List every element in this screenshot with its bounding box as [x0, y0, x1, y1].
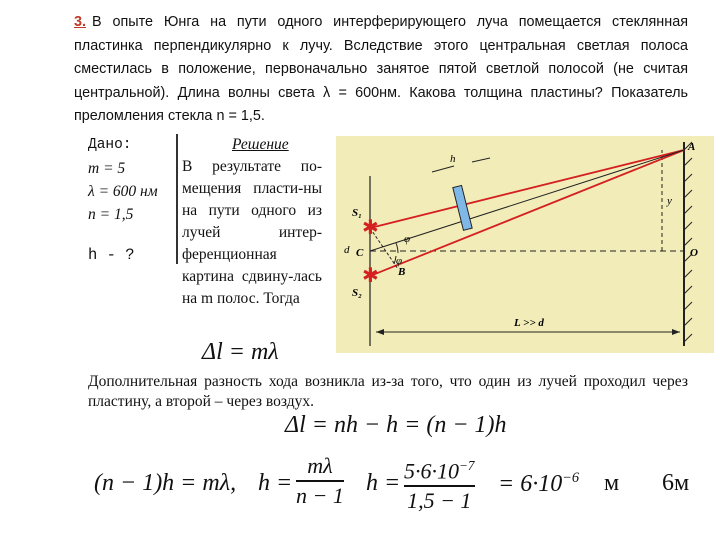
equation-1: (n − 1)h = mλ,	[94, 470, 237, 496]
h-arrow-left	[432, 166, 454, 172]
label-o: O	[690, 247, 698, 259]
find-unknown: h - ?	[88, 246, 135, 264]
diagram-svg	[336, 136, 714, 353]
problem-statement	[74, 11, 688, 129]
fraction-2-exp: −7	[459, 458, 475, 473]
fraction-2	[404, 452, 475, 515]
young-experiment-diagram	[336, 136, 714, 353]
ray-c	[370, 150, 684, 251]
label-a: A	[688, 141, 696, 153]
label-s2: S₂	[352, 287, 362, 299]
equation-3-result	[498, 470, 579, 498]
label-phi-2: φ	[396, 255, 403, 267]
cut-off-text: 6м	[662, 470, 690, 496]
given-item: n = 1,5	[88, 206, 134, 223]
fraction-1	[296, 452, 344, 510]
result-unit: м	[604, 470, 620, 496]
result-base: = 6·10	[498, 471, 563, 497]
label-b: B	[398, 266, 406, 278]
equation-3-lhs: h =	[366, 470, 401, 496]
formula-nh: Δl = nh − h = (n − 1)h	[285, 412, 507, 438]
equation-2-lhs: h =	[258, 470, 293, 496]
given-divider	[176, 134, 178, 264]
source-star-s2: ✱	[362, 263, 379, 287]
label-d: d	[344, 244, 350, 256]
result-exp: −6	[562, 470, 580, 486]
l-arrow-left	[376, 329, 384, 335]
screen-hatching	[684, 142, 692, 342]
given-item: λ = 600 нм	[88, 183, 158, 200]
problem-text: В опыте Юнга на пути одного интерферирующего луча помещается стеклянная пластинка перпендикулярно к лучу. Вследствие этого центральная светлая полоса сместилась в положение, первоначально занятое пятой светлой полосой (не считая центральной). Длина волны света λ = 600нм. Какова толщина пластины? Показатель преломления стекла n = 1,5.	[74, 14, 688, 124]
angle-arc-1	[396, 243, 398, 253]
source-star-s1: ✱	[362, 215, 379, 239]
solution-text: В результате по-мещения пласти-ны на пути одного из лучей интер-ференционная картина сдвину-лась на m полос. Тогда	[182, 158, 322, 307]
l-arrow-right	[672, 329, 680, 335]
given-block	[88, 134, 180, 267]
fraction-1-den: n − 1	[296, 482, 344, 508]
solution-block	[182, 134, 322, 310]
fraction-2-den: 1,5 − 1	[407, 487, 472, 513]
fraction-2-num-wrap	[404, 452, 475, 485]
fraction-1-num: mλ	[307, 453, 333, 478]
ray-s2	[370, 150, 684, 276]
h-arrow-right	[472, 158, 490, 162]
final-calculation	[90, 452, 720, 522]
ray-s1	[370, 150, 684, 228]
label-y: y	[667, 195, 672, 207]
label-s1: S₁	[352, 207, 362, 219]
label-phi-1: φ	[404, 233, 411, 245]
fraction-2-num: 5·6·10	[404, 458, 459, 484]
label-h: h	[450, 153, 456, 165]
label-c: C	[356, 247, 364, 259]
formula-path-difference: Δl = mλ	[202, 339, 279, 365]
label-l: L >> d	[514, 317, 544, 329]
explanation-paragraph: Дополнительная разность хода возникла из-за того, что один из лучей проходил через пластину, а второй – через воздух.	[88, 373, 688, 410]
problem-number: 3.	[74, 14, 87, 30]
given-item: m = 5	[88, 160, 126, 177]
solution-title: Решение	[232, 136, 289, 153]
given-title: Дано:	[88, 137, 132, 153]
